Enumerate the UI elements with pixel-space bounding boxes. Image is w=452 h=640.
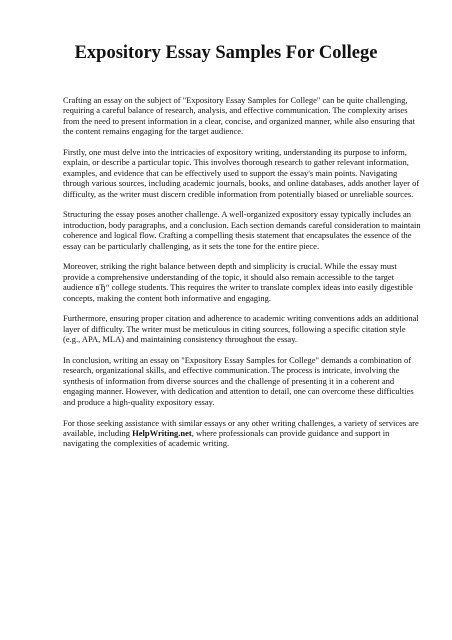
paragraph-structure: Structuring the essay poses another challenge. A well-organized expository essay typically includes an introduction, body paragraphs, and a conclusion. Each section demands careful consideration to maintain coherence and logical flow. Crafting a compelling thesis statement that encapsulates the essence of the essay can be particularly challenging, as it sets the tone for the entire piece.: [63, 209, 421, 251]
closing-text-after: , where professionals can provide guidance and support in navigating the complexities of academic writing.: [63, 427, 390, 449]
paragraph-balance: Moreover, striking the right balance between depth and simplicity is crucial. While the essay must provide a comprehensive understanding of the topic, it should also remain accessible to the target audience вЂ“ college students. This requires the writer to translate complex ideas into easily digestible concepts, making the content both informative and engaging.: [63, 261, 413, 303]
paragraph-closing: [63, 418, 421, 449]
closing-text-before: For those seeking assistance with similar essays or any other writing challenges, a variety of services are available, including: [63, 417, 419, 438]
helpwriting-link[interactable]: HelpWriting.net: [132, 427, 192, 438]
paragraph-research: Firstly, one must delve into the intricacies of expository writing, understanding its purpose to inform, explain, or describe a particular topic. This involves thorough research to gather relevant information, examples, and evidence that can be effectively used to support the essay's main points. Navigating through various sources, including academic journals, books, and online databases, adds another layer of difficulty, as the writer must discern credible information from potentially biased or unreliable sources.: [63, 147, 420, 199]
paragraph-intro: Crafting an essay on the subject of "Expository Essay Samples for College" can be quite challenging, requiring a careful balance of research, analysis, and effective communication. The complexity arises from the need to present information in a clear, concise, and organized manner, while also ensuring that the content remains engaging for the target audience.: [63, 95, 416, 137]
paragraph-citation: Furthermore, ensuring proper citation and adherence to academic writing conventions adds an additional layer of difficulty. The writer must be meticulous in citing sources, following a specific citation style (e.g., APA, MLA) and maintaining consistency throughout the essay.: [63, 313, 419, 345]
document-body: [63, 95, 421, 459]
paragraph-conclusion: In conclusion, writing an essay on "Expository Essay Samples for College" demands a combination of research, organizational skills, and effective communication. The process is intricate, involving the synthesis of information from diverse sources and the challenge of presenting it in a coherent and engaging manner. However, with dedication and attention to detail, one can overcome these difficulties and produce a high-quality expository essay.: [63, 355, 414, 407]
document-title: Expository Essay Samples For College: [74, 43, 378, 63]
